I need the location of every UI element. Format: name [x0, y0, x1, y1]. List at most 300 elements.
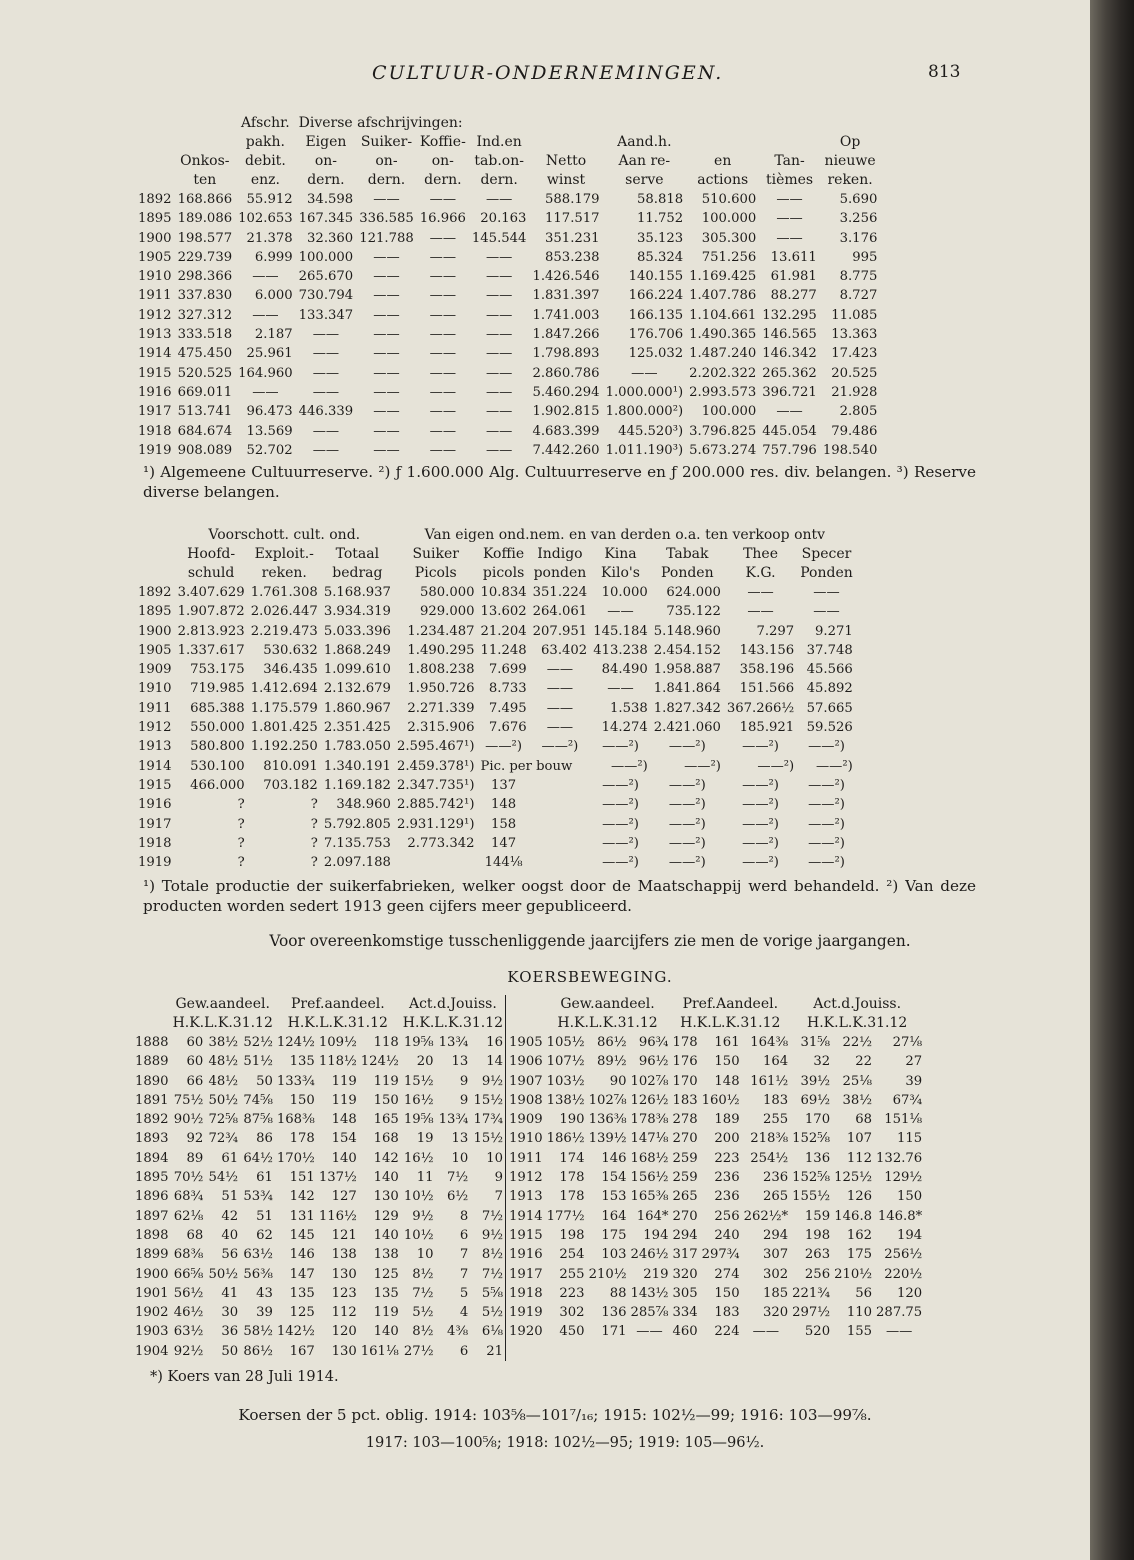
table-cell: 264.061 — [532, 604, 588, 620]
table-cell: 7½ — [481, 1266, 504, 1282]
table-cell — [874, 1342, 924, 1361]
year-cell: 1896 — [135, 1189, 169, 1205]
header-cell: Voorschott. cult. ond. — [208, 527, 361, 543]
table-cell: 1.426.546 — [532, 269, 600, 285]
table-cell: 685.388 — [190, 700, 245, 716]
table-row — [138, 834, 856, 853]
table-cell — [790, 1342, 832, 1361]
table-cell: 21.378 — [246, 230, 293, 246]
table-cell: 7½ — [412, 1285, 434, 1301]
table-cell: —— — [813, 604, 840, 620]
table-cell: 38½ — [842, 1092, 873, 1108]
table-cell: 466.000 — [190, 777, 245, 793]
table-cell: 60 — [186, 1035, 204, 1050]
table-cell: ——²) — [742, 797, 779, 813]
table-cell: ? — [237, 797, 245, 813]
table-cell: 198 — [804, 1227, 831, 1243]
table-cell — [700, 1342, 742, 1361]
table-cell — [530, 795, 591, 814]
year-cell: 1912 — [138, 720, 172, 736]
table-cell: 72⅝ — [208, 1112, 239, 1128]
table-cell: 8 — [459, 1208, 469, 1224]
table-cell: 145.184 — [593, 623, 648, 639]
table-cell: 236 — [714, 1170, 740, 1186]
table-cell: 137 — [490, 777, 517, 793]
table-cell: 127 — [331, 1189, 357, 1205]
header-cell: Ind.en — [476, 134, 522, 150]
table-cell: 2.219.473 — [250, 623, 318, 639]
table-row — [138, 718, 856, 737]
year-cell: 1895 — [138, 604, 172, 620]
table-cell: 14.274 — [601, 720, 648, 736]
bond-prices-line2: 1917: 103—100⅝; 1918: 102½—95; 1919: 105—96½. — [365, 1434, 765, 1451]
table-cell: —— — [429, 442, 457, 458]
table-cell: 52½ — [243, 1035, 273, 1050]
table-cell: 730.794 — [298, 288, 354, 304]
table-cell: 6.999 — [254, 249, 293, 265]
table-cell: 16.966 — [419, 211, 466, 227]
header-cell: Koffie — [482, 546, 525, 562]
table-cell: —— — [373, 307, 400, 323]
table-cell: —— — [312, 384, 340, 400]
table-cell: 255 — [559, 1266, 585, 1282]
table-cell: 1.104.661 — [689, 307, 757, 323]
table-cell: 510.600 — [701, 192, 757, 207]
table-cell: 125 — [373, 1266, 399, 1282]
table-cell: —— — [546, 720, 574, 736]
table-cell: —— — [373, 192, 400, 207]
year-cell: 1909 — [138, 662, 172, 678]
table-cell: 302 — [762, 1266, 789, 1282]
table-cell: 588.179 — [545, 192, 600, 207]
reference-note: Voor overeenkomstige tusschenliggende jaarcijfers zie men de vorige jaargangen. — [269, 932, 911, 950]
table-cell: 107½ — [546, 1054, 585, 1070]
table-cell — [394, 853, 478, 872]
table-cell: 3.934.319 — [323, 604, 391, 620]
table-cell: 1.907.872 — [177, 604, 245, 620]
table-cell: 259 — [672, 1150, 698, 1166]
table-cell: 133¾ — [276, 1073, 315, 1089]
table-cell: 189.086 — [177, 211, 233, 227]
year-cell: 1911 — [506, 1149, 545, 1168]
table-cell: 10½ — [403, 1189, 434, 1205]
table-cell: 41 — [221, 1285, 239, 1301]
year-cell: 1916 — [138, 797, 172, 813]
table-cell: 1.234.487 — [407, 623, 475, 639]
table-cell: 55.912 — [246, 192, 293, 207]
table-row — [133, 1187, 924, 1206]
year-cell: 1893 — [135, 1131, 169, 1147]
table-cell: 5.690 — [839, 192, 878, 207]
table-cell: 146.342 — [762, 346, 817, 362]
header-row — [138, 133, 880, 152]
table-cell: 168 — [373, 1131, 399, 1147]
header-cell — [175, 114, 236, 133]
table-cell: 67¾ — [892, 1092, 923, 1108]
table-cell: 1.761.308 — [250, 585, 318, 600]
table-cell: 21 — [486, 1343, 504, 1359]
table-cell: 164 — [762, 1054, 789, 1070]
table-row — [133, 1342, 924, 1361]
year-cell: 1919 — [138, 855, 172, 871]
header-cell: dern. — [480, 172, 518, 188]
group-header: Act.d.Jouiss. — [408, 996, 497, 1012]
table-cell: 513.741 — [177, 404, 233, 420]
year-cell: 1918 — [506, 1284, 545, 1303]
table-cell: 254 — [559, 1247, 585, 1263]
header-cell — [138, 152, 175, 171]
table-cell: —— — [373, 384, 400, 400]
table-cell: 175 — [846, 1247, 873, 1263]
table-cell: 117.517 — [545, 211, 600, 227]
table-cell: 146.565 — [762, 327, 817, 343]
year-cell: 1915 — [506, 1226, 545, 1245]
header-cell: tièmes — [765, 172, 814, 188]
table-cell: 4.683.399 — [532, 423, 600, 439]
year-cell: 1905 — [506, 1033, 545, 1052]
table-row — [138, 699, 856, 718]
table-cell: 124½ — [276, 1035, 315, 1050]
table-cell: 5.460.294 — [532, 384, 600, 400]
table-cell: 27 — [905, 1054, 923, 1070]
table-cell: 19⅝ — [403, 1035, 434, 1050]
table-cell: 150 — [289, 1092, 315, 1108]
table-cell: Pic. per bouw — [480, 758, 573, 774]
table-cell: 2.132.679 — [323, 681, 391, 697]
table-cell: —— — [631, 365, 658, 381]
table-cell: 221¾ — [792, 1285, 831, 1301]
table-cell: 170 — [672, 1073, 698, 1089]
header-cell: schuld — [187, 565, 235, 581]
table-cell: 88.277 — [770, 288, 817, 304]
header-cell — [138, 171, 175, 190]
table-cell: 8½ — [481, 1247, 504, 1263]
table-cell: 68 — [855, 1112, 873, 1128]
header-cell: on- — [375, 153, 398, 169]
header-cell: actions — [697, 172, 749, 188]
table-cell: 148 — [490, 797, 517, 813]
table-cell: 8.727 — [839, 288, 878, 304]
table-cell: 183 — [672, 1092, 698, 1108]
table-cell: 13¾ — [438, 1112, 469, 1128]
table-cell: 14 — [486, 1054, 504, 1070]
table-cell: 107 — [846, 1131, 873, 1147]
table-cell: —— — [373, 404, 400, 420]
table-cell: 1.831.397 — [532, 288, 600, 304]
table-cell: 10 — [451, 1150, 469, 1166]
header-cell: en — [714, 153, 732, 169]
table-cell: 346.435 — [263, 662, 318, 678]
sub-header: H.K.L.K.31.12 — [680, 1015, 781, 1031]
year-cell: 1892 — [135, 1112, 169, 1128]
table-cell: —— — [429, 346, 457, 362]
table-cell: 140 — [331, 1150, 357, 1166]
table-cell: 270 — [672, 1131, 698, 1147]
table-cell: 11.752 — [636, 211, 684, 227]
table-cell: 120 — [331, 1324, 357, 1340]
table-cell: 90 — [609, 1073, 627, 1089]
table-cell: —— — [429, 365, 457, 381]
table-cell: ——²) — [742, 855, 779, 871]
table-cell: 142 — [373, 1150, 399, 1166]
table-cell: —— — [485, 346, 513, 362]
table-cell: 61 — [221, 1150, 239, 1166]
table-cell — [587, 1342, 629, 1361]
header-cell: Totaal — [335, 546, 380, 562]
table-cell: 125 — [289, 1305, 315, 1321]
table-cell: 530.100 — [190, 758, 245, 774]
table-cell: ——²) — [668, 855, 706, 871]
table-cell: ——²) — [668, 835, 706, 851]
sub-header: H.K.L.K.31.12 — [402, 1015, 504, 1031]
table-cell: ——²) — [602, 816, 639, 832]
table-cell: 3.256 — [839, 211, 878, 227]
column-separator — [506, 995, 545, 1014]
table-cell: 151.566 — [739, 681, 795, 697]
table-cell: 56 — [855, 1285, 873, 1301]
year-cell: 1890 — [135, 1073, 169, 1089]
table-cell: 154 — [601, 1170, 627, 1186]
table-cell: 168½ — [630, 1150, 669, 1166]
table-cell: ——²) — [541, 739, 579, 755]
header-cell: Aan re- — [618, 153, 671, 169]
table-cell: 142½ — [276, 1324, 315, 1340]
table-cell: 48½ — [208, 1073, 239, 1089]
table-cell: ——²) — [742, 739, 779, 755]
table-cell: 446.339 — [298, 404, 354, 420]
table-cell: 5.792.805 — [323, 816, 391, 832]
table-cell: 297¾ — [701, 1247, 740, 1263]
year-cell: 1907 — [506, 1072, 545, 1091]
year-cell: 1905 — [138, 642, 172, 658]
table-cell: 1.490.295 — [407, 642, 475, 658]
table-cell: 256 — [804, 1266, 831, 1282]
table-cell: 54½ — [208, 1170, 239, 1186]
table-cell: —— — [546, 662, 574, 678]
table-cell: 126½ — [630, 1092, 669, 1108]
header-spacer — [133, 1014, 171, 1033]
table-cell: 7½ — [447, 1170, 469, 1186]
table-cell: 2.202.322 — [689, 365, 757, 381]
table-cell: 10.834 — [480, 585, 527, 600]
table-cell: 164* — [636, 1208, 669, 1224]
table-cell: 183 — [762, 1092, 789, 1108]
year-cell: 1917 — [138, 816, 172, 832]
table-cell: 118½ — [318, 1054, 357, 1070]
table-cell: 63½ — [173, 1324, 204, 1340]
table-cell: 5.033.396 — [323, 623, 391, 639]
table-cell: 229.739 — [177, 249, 233, 265]
header-cell: Kilo's — [601, 565, 640, 581]
table-cell: 1.798.893 — [532, 346, 600, 362]
table-cell: —— — [485, 423, 513, 439]
book-binding — [1090, 0, 1134, 1560]
table-cell: 68¾ — [173, 1189, 204, 1205]
year-cell: 1917 — [506, 1265, 545, 1284]
table-cell: 9 — [494, 1170, 504, 1186]
year-cell: 1915 — [138, 365, 172, 381]
table-cell: 138 — [373, 1247, 399, 1263]
table-cell: 11 — [416, 1170, 434, 1186]
table-cell: 130 — [331, 1266, 357, 1282]
year-cell: 1913 — [138, 327, 172, 343]
table-cell: 42 — [221, 1208, 239, 1224]
table-cell: 5 — [459, 1285, 469, 1301]
table-row — [138, 344, 880, 363]
table-cell: 51 — [221, 1189, 239, 1205]
table-cell: 132.76 — [876, 1150, 923, 1166]
table-cell: —— — [776, 192, 803, 207]
header-cell: Suiker — [412, 546, 459, 562]
table-cell: 66⅝ — [173, 1266, 204, 1282]
table-cell: 138½ — [546, 1092, 585, 1108]
table-cell: 116½ — [318, 1208, 357, 1224]
table-row — [133, 1033, 924, 1052]
table-cell: —— — [252, 384, 279, 400]
table-cell: 102⅞ — [588, 1092, 627, 1108]
table-cell: 150 — [897, 1189, 923, 1205]
table-cell: 140.155 — [628, 269, 684, 285]
table-cell: ——²) — [808, 816, 845, 832]
table-cell: 7.699 — [488, 662, 527, 678]
header-cell — [529, 133, 602, 152]
table-cell: 19 — [416, 1131, 434, 1147]
table-cell: 333.518 — [177, 327, 233, 343]
table-cell: 62 — [256, 1227, 273, 1243]
table-cell: 1.000.000¹) — [605, 384, 684, 400]
table-cell: 102.653 — [238, 211, 293, 227]
table-cell: 624.000 — [666, 585, 721, 600]
table-row — [138, 757, 856, 776]
year-cell: 1918 — [138, 423, 172, 439]
table-cell — [545, 1342, 587, 1361]
table-cell: 15½ — [473, 1092, 504, 1108]
table-cell: 30 — [221, 1305, 239, 1321]
table-cell: 100.000 — [298, 249, 354, 265]
header-cell: Eigen — [305, 134, 347, 150]
table-cell: 475.450 — [177, 346, 233, 362]
table-row — [138, 815, 856, 834]
year-cell: 1900 — [135, 1266, 169, 1282]
table-cell: 580.800 — [190, 739, 245, 755]
year-cell: 1914 — [138, 346, 172, 362]
table-cell: 153 — [601, 1189, 627, 1205]
table-cell: 38½ — [208, 1035, 239, 1050]
header-cell: tab.on- — [474, 153, 524, 169]
table-cell: 302 — [559, 1305, 585, 1321]
table-cell: 9½ — [481, 1073, 504, 1089]
table-cell: 53¾ — [243, 1189, 273, 1205]
year-cell: 1910 — [506, 1129, 545, 1148]
year-cell: 1889 — [135, 1054, 169, 1070]
table-cell: 1.169.182 — [323, 777, 391, 793]
table-cell: —— — [252, 307, 279, 323]
table-cell: 210½ — [588, 1266, 627, 1282]
table-cell: 21.204 — [480, 623, 527, 639]
table-row — [133, 1072, 924, 1091]
table-cell: 136⅜ — [588, 1112, 627, 1128]
table-cell: 115 — [897, 1131, 923, 1147]
table-cell: 88 — [609, 1285, 627, 1301]
table-cell: 265.362 — [762, 365, 817, 381]
table-cell: 92½ — [173, 1343, 204, 1359]
table-cell: —— — [607, 681, 634, 697]
price-footnote: *) Koers van 28 Juli 1914. — [150, 1369, 339, 1385]
table-row — [138, 422, 880, 441]
table-cell: —— — [747, 604, 774, 620]
header-row — [138, 114, 880, 133]
table-cell: —— — [429, 192, 457, 207]
year-cell: 1916 — [138, 384, 172, 400]
table-cell: 445.054 — [762, 423, 817, 439]
table-cell: 147 — [289, 1266, 315, 1282]
table-cell: 327.312 — [177, 307, 233, 323]
group-header: Gew.aandeel. — [560, 996, 655, 1012]
table-row — [133, 1284, 924, 1303]
table-cell: 450 — [559, 1324, 585, 1340]
table-cell: —— — [429, 327, 457, 343]
table-cell: 336.585 — [359, 211, 414, 227]
table-cell: 255 — [762, 1112, 789, 1128]
table-cell: 348.960 — [336, 797, 391, 813]
header-cell: reken. — [261, 565, 307, 581]
table-cell: 270 — [672, 1208, 698, 1224]
table-cell: 337.830 — [177, 288, 233, 304]
table-cell: 1.487.240 — [689, 346, 757, 362]
table-cell: 139½ — [588, 1131, 627, 1147]
table-cell: 7 — [494, 1189, 504, 1205]
table-cell: 39 — [905, 1073, 923, 1089]
table-cell: 10.000 — [601, 585, 648, 600]
header-cell: Thee — [743, 546, 778, 562]
header-row — [138, 564, 856, 583]
table-cell: 1.868.249 — [323, 642, 391, 658]
table-cell: 164⅜ — [750, 1035, 789, 1050]
table-cell: 176 — [672, 1054, 698, 1070]
table-cell: 703.182 — [263, 777, 318, 793]
table-cell: ——²) — [668, 739, 706, 755]
table-cell: 146 — [601, 1150, 627, 1166]
table-cell: —— — [885, 1324, 913, 1340]
table-cell: 136 — [804, 1150, 831, 1166]
table-cell: 9.271 — [815, 623, 853, 639]
table-cell: —— — [312, 365, 340, 381]
table-cell: 1.407.786 — [689, 288, 757, 304]
table-cell: 27½ — [403, 1343, 434, 1359]
year-cell: 1918 — [138, 835, 172, 851]
table-cell: 129½ — [884, 1170, 923, 1186]
table-cell: 10 — [416, 1247, 434, 1263]
table-cell: 220½ — [884, 1266, 923, 1282]
table-cell: 198 — [559, 1227, 585, 1243]
year-cell: 1920 — [506, 1322, 545, 1341]
table-row — [138, 325, 880, 344]
table-cell: ? — [310, 816, 318, 832]
table-cell: 46½ — [173, 1305, 204, 1321]
table-cell: 320 — [672, 1266, 698, 1282]
year-cell: 1914 — [138, 758, 172, 774]
table-cell: 7.676 — [488, 720, 527, 736]
table-row — [138, 660, 856, 679]
table-cell: ——²) — [668, 797, 706, 813]
table-cell: 86½ — [596, 1035, 627, 1050]
table-cell: 27⅛ — [892, 1035, 923, 1050]
table-cell: —— — [429, 249, 457, 265]
table-cell: ——²) — [808, 835, 845, 851]
table-cell: ? — [237, 816, 245, 832]
table-cell: 168⅜ — [276, 1112, 315, 1128]
table-cell: 200 — [714, 1131, 740, 1147]
